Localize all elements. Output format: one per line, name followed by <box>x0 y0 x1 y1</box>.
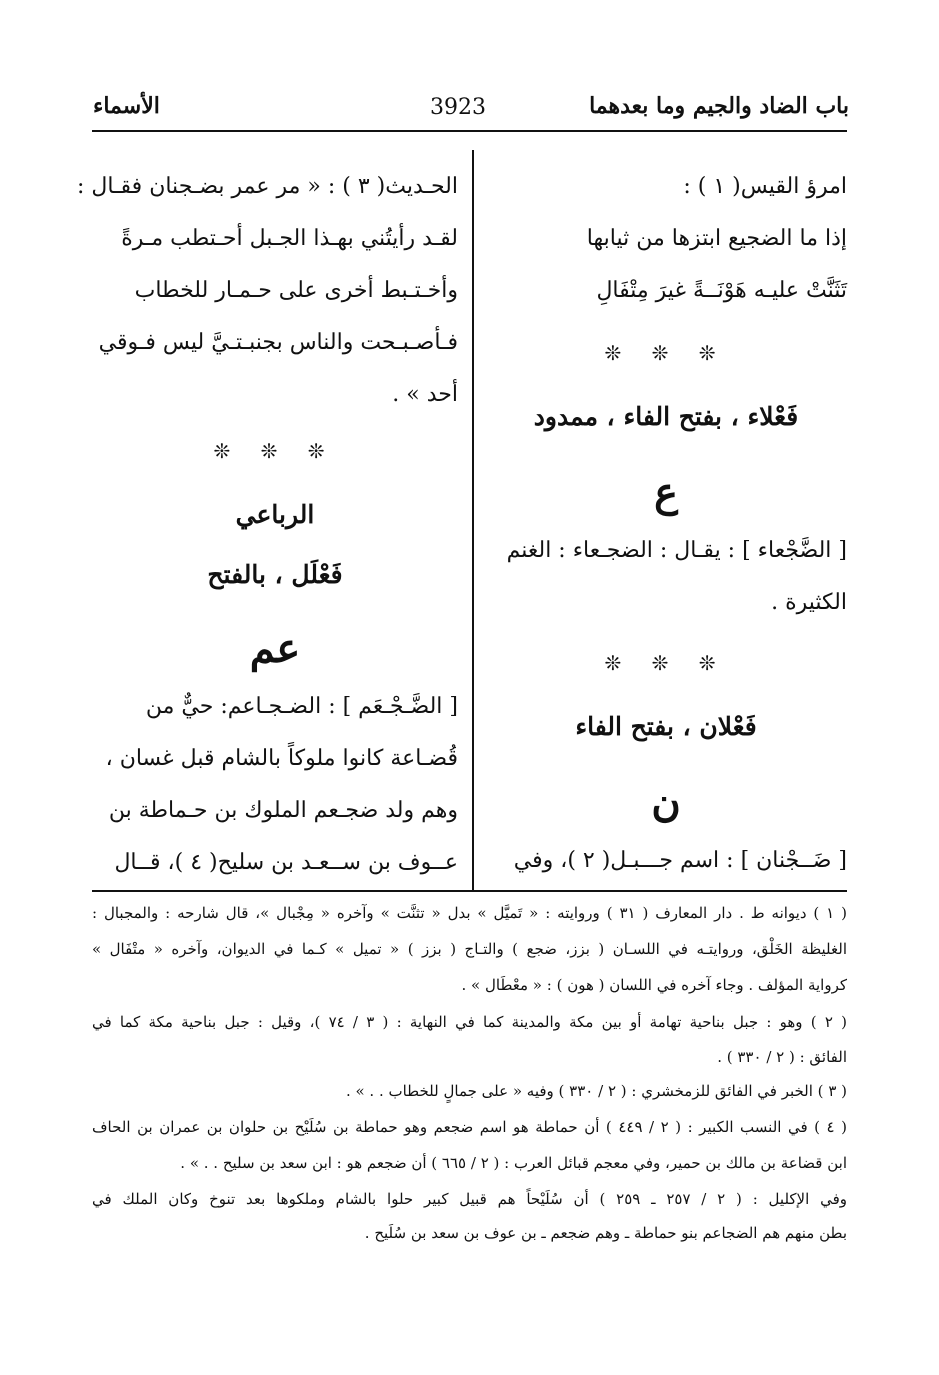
hadith-line-3: وأخـتـبط أخرى على حـمـار للخطاب <box>134 278 458 303</box>
entry-dajam-line-2: قُضـاعة كانوا ملوكاً بالشام قبل غسان ، <box>105 746 458 771</box>
root-letter-ain: ع <box>654 469 678 516</box>
footnote-1-line-2: الغليظة الخَلْق، وروايتـه في اللسـان ( بزز، ضجع ) والتـاج ( بزز ) « تميل » كـما في الديوان، وآخره « متْفَال » <box>92 940 847 958</box>
pattern-heading-falan: فَعْلان ، بفتح الفاء <box>575 712 757 741</box>
separator-stars: ❊ ❊ ❊ <box>213 439 337 463</box>
verse-line-2: تَثَنَّتْ عليـه هَوْنَــةً غيرَ مِتْفَالِ <box>596 278 847 303</box>
footnote-rule <box>92 890 847 892</box>
footnote-1-line-3: كرواية المؤلف . وجاء آخره في اللسان ( هون ) : « معْطَال » . <box>461 976 847 994</box>
entry-dajnan-line: [ ضَــجْنان ] : اسم جـــبـل( ٢ )، وفي <box>513 848 847 873</box>
separator-stars: ❊ ❊ ❊ <box>604 341 728 365</box>
entry-dajaa-line-1: [ الضَّجْعاء ] : يقـال : الضجـعاء : الغنم <box>506 538 847 563</box>
entry-dajam-line-4: عــوف بن ســعـد بن سليح( ٤ )، قــال <box>114 850 458 875</box>
footnote-4-line-4: بطن منهم هم الضجاعم بنو حماطة ـ وهم ضجعم ـ بن عوف بن سعد بن سُلَيح . <box>364 1224 847 1242</box>
entry-dajaa-line-2: الكثيرة . <box>771 590 847 615</box>
header-rule <box>92 130 847 132</box>
verse-line-1: إذا ما الضجيع ابتزها من ثيابها <box>586 226 847 251</box>
footnote-3: ( ٣ ) الخبر في الفائق للزمخشري : ( ٢ / ٣٣٠ ) وفيه « على جمالٍ للخطاب . . » . <box>345 1082 847 1100</box>
hadith-line-2: لقـد رأيتُني بهـذا الجـبل أحـتطب مـرةً <box>121 226 458 251</box>
hadith-line-4: فـأصـبـحت والناس بجنبـتـيَّ ليس فـوقي <box>98 330 458 355</box>
page-number: 3923 <box>430 95 486 120</box>
pattern-heading-falal: فَعْلَل ، بالفتح <box>207 560 343 589</box>
footnote-4-line-1: ( ٤ ) في النسب الكبير : ( ٢ / ٤٤٩ ) أن حماطة هو اسم ضجعم وهو حماطة بن سُلَيْح بن حلوان بن عمران بن الحاف <box>92 1118 847 1136</box>
footnote-2-line-1: ( ٢ ) وهو : جبل بناحية تهامة أو بين مكة والمدينة كما في النهاية : ( ٣ / ٧٤ )، وقيل : جبل بناحية مكة كما في <box>92 1013 848 1031</box>
chapter-title: باب الضاد والجيم وما بعدهما <box>589 93 849 119</box>
heading-rubai: الرباعي <box>235 500 315 529</box>
entry-dajam-line-1: [ الضَّـجْـعَم ] : الضـجـاعم: حيٌّ من <box>145 694 458 719</box>
entry-dajam-line-3: وهم ولد ضجـعم الملوك بن حـماطة بن <box>108 798 458 823</box>
root-letter-nun: ن <box>651 779 681 826</box>
root-letters-ain-mim: عم <box>249 625 301 672</box>
hadith-line-1: الحـديث( ٣ ) : « مر عمر بضـجنان فقـال : <box>77 174 458 199</box>
footnote-4-line-3: وفي الإكليل : ( ٢ / ٢٥٧ ـ ٢٥٩ ) أن سُلَيْحاً هم قبيل كبير حلوا بالشام وملكوها بعد تنوخ وكان الملك في <box>92 1190 847 1208</box>
section-title: الأسماء <box>93 93 160 119</box>
footnote-1-line-1: ( ١ ) ديوانه ط . دار المعارف ( ٣١ ) وروايته : « تَميَّل » بدل « تثنَّت » وآخره « مِجْبال »، قال شارحه : والمجبال : <box>92 904 847 922</box>
pattern-heading-falaa: فَعْلاء ، بفتح الفاء ، ممدود <box>533 402 799 431</box>
hadith-line-5: أحد » . <box>392 382 458 407</box>
separator-stars: ❊ ❊ ❊ <box>604 651 728 675</box>
footnote-2-line-2: الفائق : ( ٢ / ٣٣٠ ) . <box>717 1048 847 1066</box>
footnote-4-line-2: ابن قضاعة بن مالك بن حمير، وفي معجم قبائل العرب : ( ٢ / ٦٦٥ ) أن ضجعم هو : ابن سعد بن سليح . . » . <box>180 1154 847 1172</box>
poet-line: امرؤ القيس( ١ ) : <box>683 174 847 199</box>
column-divider <box>472 150 474 890</box>
